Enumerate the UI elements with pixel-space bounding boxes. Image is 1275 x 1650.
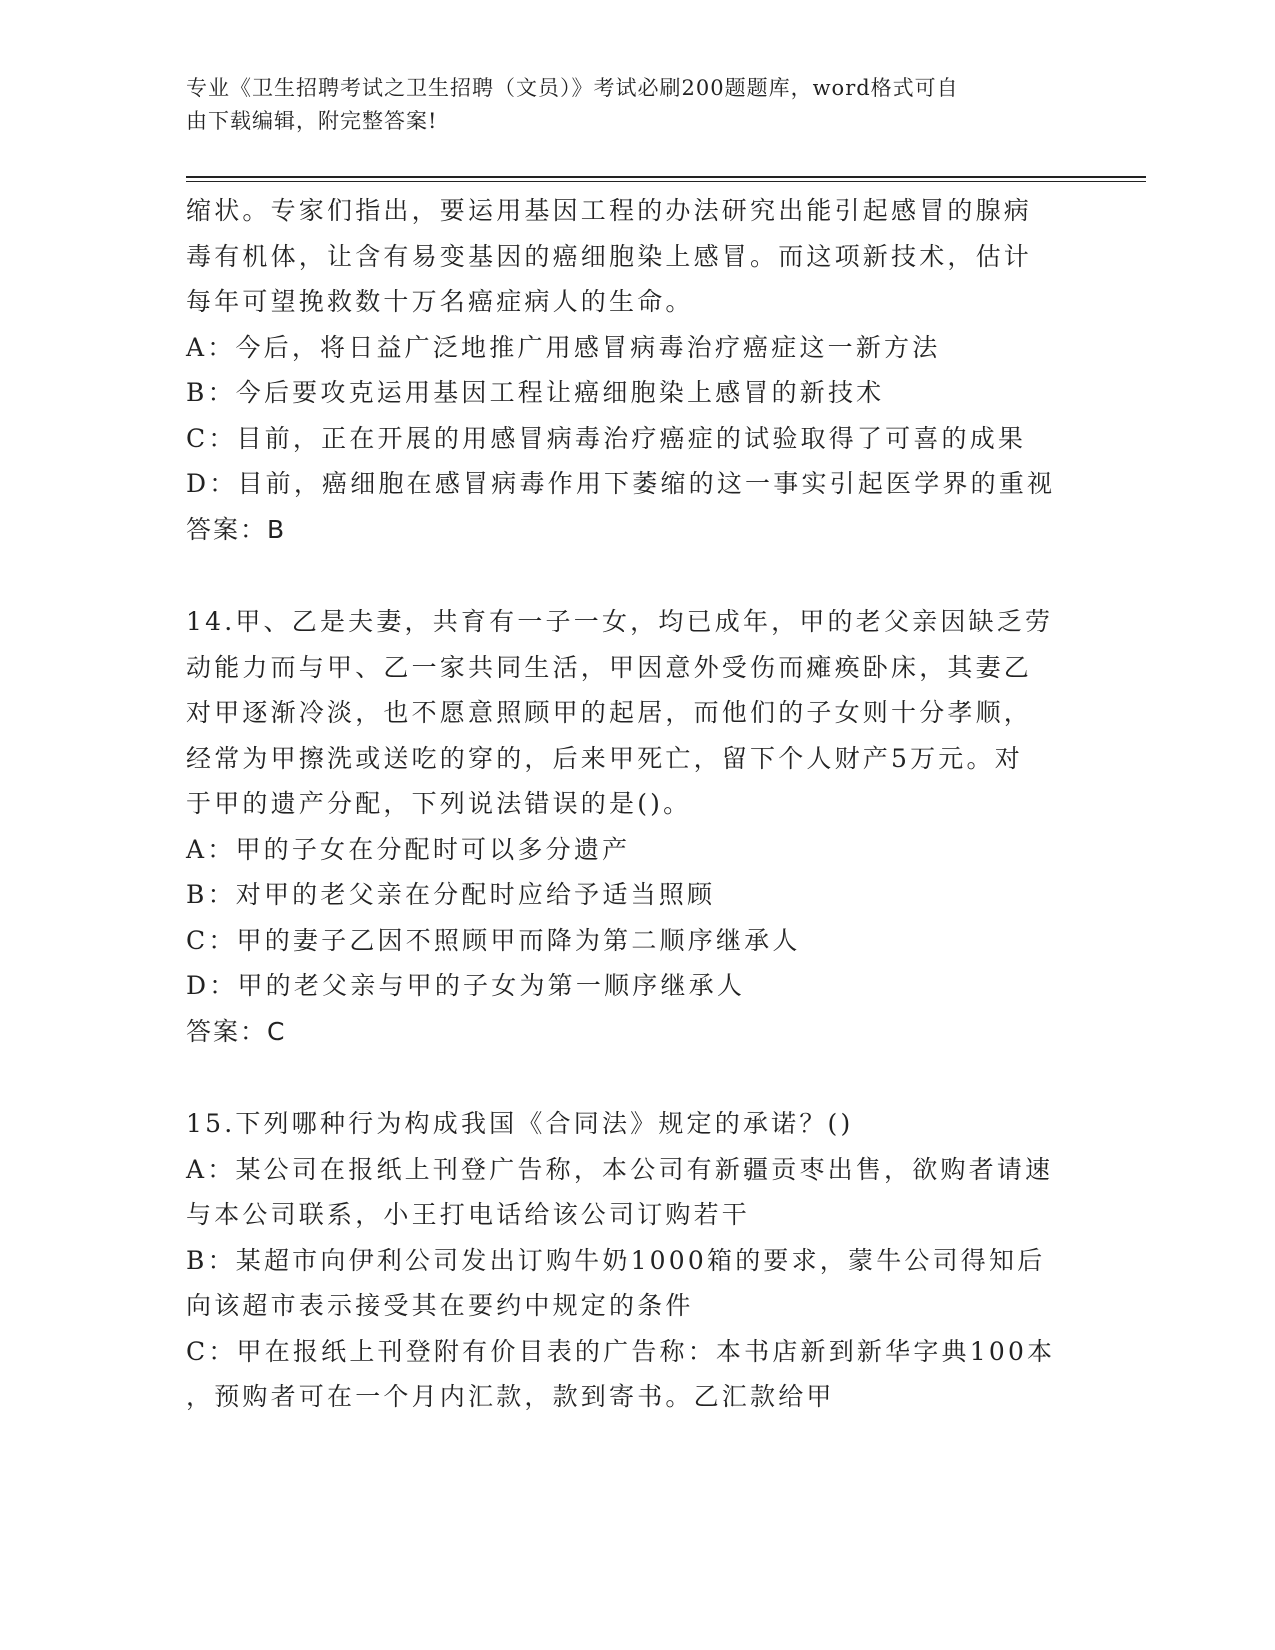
option-c: C：目前，正在开展的用感冒病毒治疗癌症的试验取得了可喜的成果 — [186, 423, 1027, 453]
question-13 — [186, 188, 1066, 552]
document-header — [186, 72, 1066, 138]
document-body — [186, 188, 1066, 1420]
option-d: D：甲的老父亲与甲的子女为第一顺序继承人 — [186, 971, 746, 1000]
question-stem-line: 经常为甲擦洗或送吃的穿的，后来甲死亡，留下个人财产5万元。对 — [186, 743, 1023, 773]
option-a-continued: 与本公司联系，小王打电话给该公司订购若干 — [186, 1200, 751, 1229]
question-15 — [186, 1101, 1066, 1420]
question-stem-line: 14.甲、乙是夫妻，共育有一子一女，均已成年，甲的老父亲因缺乏劳 — [186, 607, 1054, 636]
header-title-line-2: 由下载编辑，附完整答案! — [186, 109, 438, 133]
option-b-continued: 向该超市表示接受其在要约中规定的条件 — [186, 1291, 694, 1320]
question-stem-line: 对甲逐渐冷淡，也不愿意照顾甲的起居，而他们的子女则十分孝顺， — [186, 698, 1033, 727]
question-14 — [186, 599, 1066, 1054]
spacer — [186, 552, 1066, 599]
question-stem-line: 于甲的遗产分配，下列说法错误的是()。 — [186, 789, 692, 818]
question-stem-line: 缩状。专家们指出，要运用基因工程的办法研究出能引起感冒的腺病 — [186, 196, 1033, 225]
question-stem-line: 每年可望挽救数十万名癌症病人的生命。 — [186, 287, 694, 316]
option-c: C：甲的妻子乙因不照顾甲而降为第二顺序继承人 — [186, 925, 801, 955]
answer-label: 答案：B — [186, 514, 287, 544]
spacer — [186, 1054, 1066, 1101]
option-a: A：甲的子女在分配时可以多分遗产 — [186, 834, 631, 864]
option-b: B：对甲的老父亲在分配时应给予适当照顾 — [186, 880, 716, 909]
option-b: B：今后要攻克运用基因工程让癌细胞染上感冒的新技术 — [186, 378, 885, 407]
option-c-continued: ，预购者可在一个月内汇款，款到寄书。乙汇款给甲 — [186, 1382, 835, 1411]
option-a: A：今后，将日益广泛地推广用感冒病毒治疗癌症这一新方法 — [186, 332, 941, 362]
header-divider-thin — [186, 181, 1146, 182]
question-stem-line: 15.下列哪种行为构成我国《合同法》规定的承诺？() — [186, 1109, 854, 1138]
option-c: C：甲在报纸上刊登附有价目表的广告称：本书店新到新华字典100本 — [186, 1336, 1056, 1366]
header-divider — [186, 176, 1146, 178]
header-title-line-1: 专业《卫生招聘考试之卫生招聘（文员）》考试必刷200题题库，word格式可自 — [186, 76, 959, 100]
option-a: A：某公司在报纸上刊登广告称，本公司有新疆贡枣出售，欲购者请速 — [186, 1154, 1054, 1184]
option-b: B：某超市向伊利公司发出订购牛奶1000箱的要求，蒙牛公司得知后 — [186, 1245, 1046, 1275]
answer-label: 答案：C — [186, 1016, 287, 1046]
question-stem-line: 动能力而与甲、乙一家共同生活，甲因意外受伤而瘫痪卧床，其妻乙 — [186, 652, 1033, 682]
question-stem-line: 毒有机体，让含有易变基因的癌细胞染上感冒。而这项新技术，估计 — [186, 241, 1033, 271]
option-d: D：目前，癌细胞在感冒病毒作用下萎缩的这一事实引起医学界的重视 — [186, 469, 1056, 498]
